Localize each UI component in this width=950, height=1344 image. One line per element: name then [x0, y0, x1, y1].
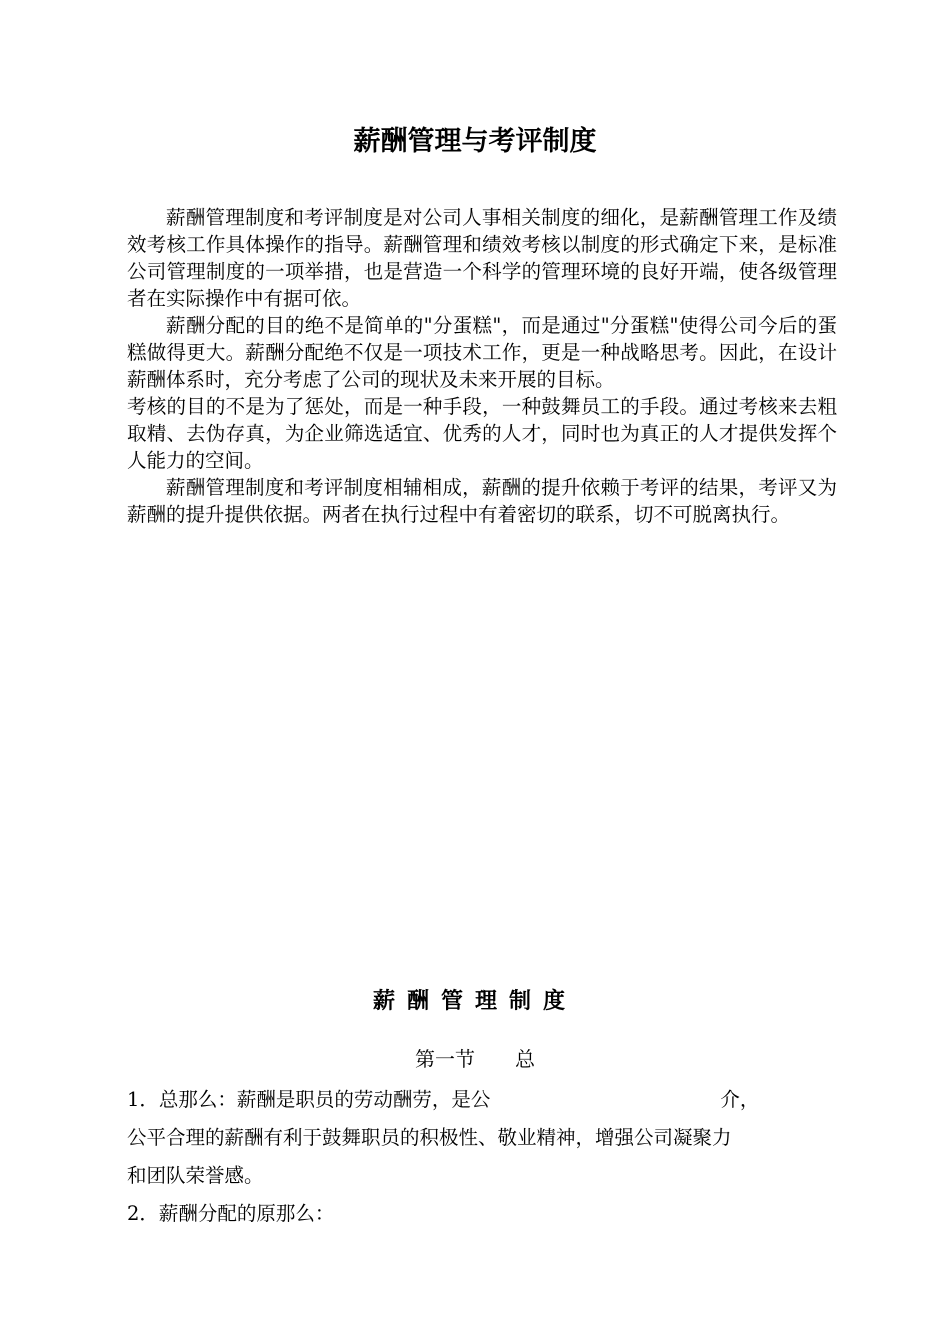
- item-1-line-1: [127, 1081, 837, 1119]
- intro-paragraph: 薪酬管理制度和考评制度是对公司人事相关制度的细化，是薪酬管理工作及绩效考核工作具体操作的指导。薪酬管理和绩效考核以制度的形式确定下来，是标准公司管理制度的一项举措，也是营造一个科学的管理环境的良好开端，使各级管理者在实际操作中有据可依。: [127, 206, 837, 310]
- intro-paragraph: 薪酬管理制度和考评制度相辅相成，薪酬的提升依赖于考评的结果，考评又为薪酬的提升提供依据。两者在执行过程中有着密切的联系，切不可脱离执行。: [127, 476, 837, 526]
- item-1-start: 1．总那么：薪酬是职员的劳动酬劳，是公: [127, 1088, 491, 1111]
- intro-paragraph: 考核的目的不是为了惩处，而是一种手段，一种鼓舞员工的手段。通过考核来去粗取精、去伪存真，为企业筛选适宜、优秀的人才，同时也为真正的人才提供发挥个人能力的空间。: [127, 395, 837, 472]
- chapter-heading: 第一节 总: [415, 1047, 535, 1071]
- item-2: 2．薪酬分配的原那么：: [127, 1202, 335, 1225]
- section-title: 薪酬管理制度: [372, 989, 577, 1014]
- item-1-line-2: 公平合理的薪酬有利于鼓舞职员的积极性、敬业精神，增强公司凝聚力: [127, 1126, 732, 1149]
- item-1-line-3: 和团队荣誉感。: [127, 1164, 264, 1187]
- item-1-end: 介，: [720, 1088, 760, 1111]
- body-section: [127, 1081, 837, 1233]
- intro-section: [127, 204, 837, 528]
- intro-paragraph: 薪酬分配的目的绝不是简单的"分蛋糕"，而是通过"分蛋糕"使得公司今后的蛋糕做得更大。薪酬分配绝不仅是一项技术工作，更是一种战略思考。因此，在设计薪酬体系时，充分考虑了公司的现状及未来开展的目标。: [127, 314, 837, 391]
- document-title: 薪酬管理与考评制度: [353, 126, 597, 157]
